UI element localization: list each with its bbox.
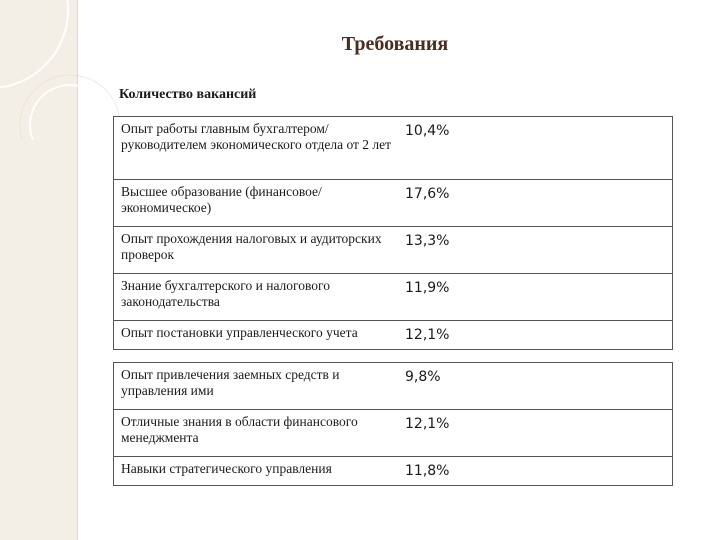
subtitle: Количество вакансий xyxy=(119,87,257,102)
requirement-cell: Высшее образование (финансовое/экономическое) xyxy=(121,184,322,215)
percentage-cell: 11,9% xyxy=(405,280,450,296)
requirements-table-continued xyxy=(113,362,673,486)
table-row xyxy=(114,321,672,350)
table-row xyxy=(114,457,672,486)
table-row xyxy=(114,363,672,410)
table-row xyxy=(114,117,672,180)
requirement-cell: Опыт привлечения заемных средств и управления ими xyxy=(121,367,340,398)
percentage-cell: 17,6% xyxy=(405,186,450,202)
requirement-cell: Опыт работы главным бухгалтером/руководителем экономического отдела от 2 лет xyxy=(121,121,392,152)
table-row xyxy=(114,410,672,457)
percentage-cell: 13,3% xyxy=(405,233,450,249)
requirement-cell: Опыт постановки управленческого учета xyxy=(121,325,358,340)
requirements-table xyxy=(113,116,673,350)
requirement-cell: Навыки стратегического управления xyxy=(121,461,332,476)
percentage-cell: 10,4% xyxy=(405,123,450,139)
percentage-cell: 12,1% xyxy=(405,327,450,343)
page-title: Требования xyxy=(341,33,449,55)
requirement-cell: Опыт прохождения налоговых и аудиторских проверок xyxy=(121,231,382,262)
table-row xyxy=(114,227,672,274)
table-row xyxy=(114,180,672,227)
table-row xyxy=(114,274,672,321)
decorative-circles xyxy=(0,0,130,140)
requirement-cell: Отличные знания в области финансового менеджмента xyxy=(121,414,358,445)
percentage-cell: 12,1% xyxy=(405,416,450,432)
percentage-cell: 11,8% xyxy=(405,463,450,479)
percentage-cell: 9,8% xyxy=(405,369,441,385)
requirement-cell: Знание бухгалтерского и налогового законодательства xyxy=(121,278,330,309)
